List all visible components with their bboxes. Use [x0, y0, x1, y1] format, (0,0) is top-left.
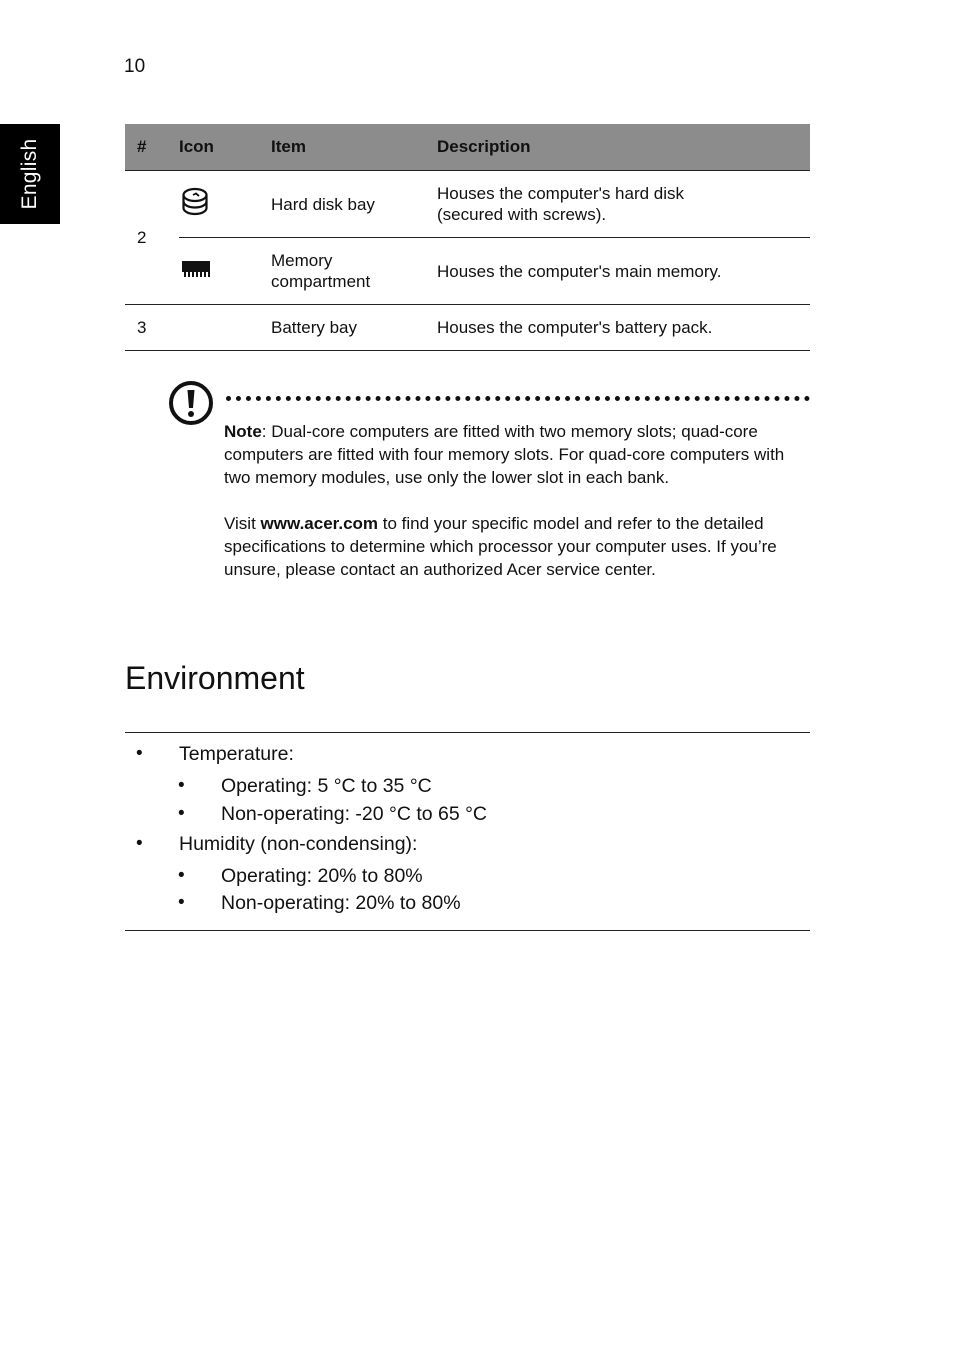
header-number: # — [125, 124, 179, 171]
list-item-humidity: Humidity (non-condensing): — [179, 833, 418, 855]
bullet: • — [136, 833, 143, 854]
visit-prefix: Visit — [224, 514, 261, 533]
table-row — [125, 238, 810, 305]
row-item: Hard disk bay — [271, 171, 437, 238]
language-tab-label: English — [18, 138, 41, 210]
bullet: • — [178, 803, 185, 824]
bullet: • — [136, 743, 143, 764]
list-item-humidity-operating: Operating: 20% to 80% — [221, 865, 423, 887]
parts-table — [125, 124, 810, 351]
section-title: Environment — [125, 660, 305, 696]
note-divider — [226, 396, 810, 401]
bullet: • — [178, 775, 185, 796]
environment-list — [125, 732, 810, 931]
caution-icon — [168, 380, 214, 431]
list-item-temp-operating: Operating: 5 °C to 35 °C — [221, 775, 432, 797]
list-item-temperature: Temperature: — [179, 743, 294, 765]
note-label: Note — [224, 422, 262, 441]
bullet: • — [178, 892, 185, 913]
note-text — [224, 420, 809, 604]
row-item: Battery bay — [271, 305, 437, 351]
item-line: compartment — [271, 272, 371, 291]
table-row — [125, 171, 810, 238]
visit-paragraph — [224, 512, 809, 581]
description-line: (secured with screws). — [437, 205, 607, 224]
bullet: • — [178, 865, 185, 886]
description-line: Houses the computer's hard disk — [437, 184, 685, 203]
row-description: Houses the computer's main memory. — [437, 238, 810, 305]
acer-website-link[interactable]: www.acer.com — [260, 514, 379, 533]
header-icon: Icon — [179, 124, 271, 171]
row-number: 2 — [125, 171, 179, 305]
row-icon-cell — [179, 305, 271, 351]
item-line: Memory — [271, 251, 333, 270]
row-description: Houses the computer's battery pack. — [437, 305, 810, 351]
language-tab — [0, 124, 60, 224]
header-description: Description — [437, 124, 810, 171]
row-icon-cell — [179, 171, 271, 238]
list-item-humidity-non-operating: Non-operating: 20% to 80% — [221, 892, 461, 914]
page-number: 10 — [124, 56, 146, 77]
note-paragraph — [224, 420, 809, 489]
note-body: : Dual-core computers are fitted with two memory slots; quad-core computers are fitted with four memory slots. For quad-core computers with two memory modules, use only the lower slot in each bank. — [224, 422, 785, 487]
hard-disk-icon — [181, 187, 209, 222]
list-item-temp-non-operating: Non-operating: -20 °C to 65 °C — [221, 803, 487, 825]
table-header-row — [125, 124, 810, 171]
header-item: Item — [271, 124, 437, 171]
visit-suffix: to find your specific model and refer to the detailed specifications to determine which processor your computer uses. If you’re unsure, please contact an authorized Acer service center. — [224, 514, 777, 579]
memory-icon — [181, 259, 211, 284]
row-icon-cell — [179, 238, 271, 305]
table-row — [125, 305, 810, 351]
row-item — [271, 238, 437, 305]
row-description — [437, 171, 810, 238]
row-number: 3 — [125, 305, 179, 351]
